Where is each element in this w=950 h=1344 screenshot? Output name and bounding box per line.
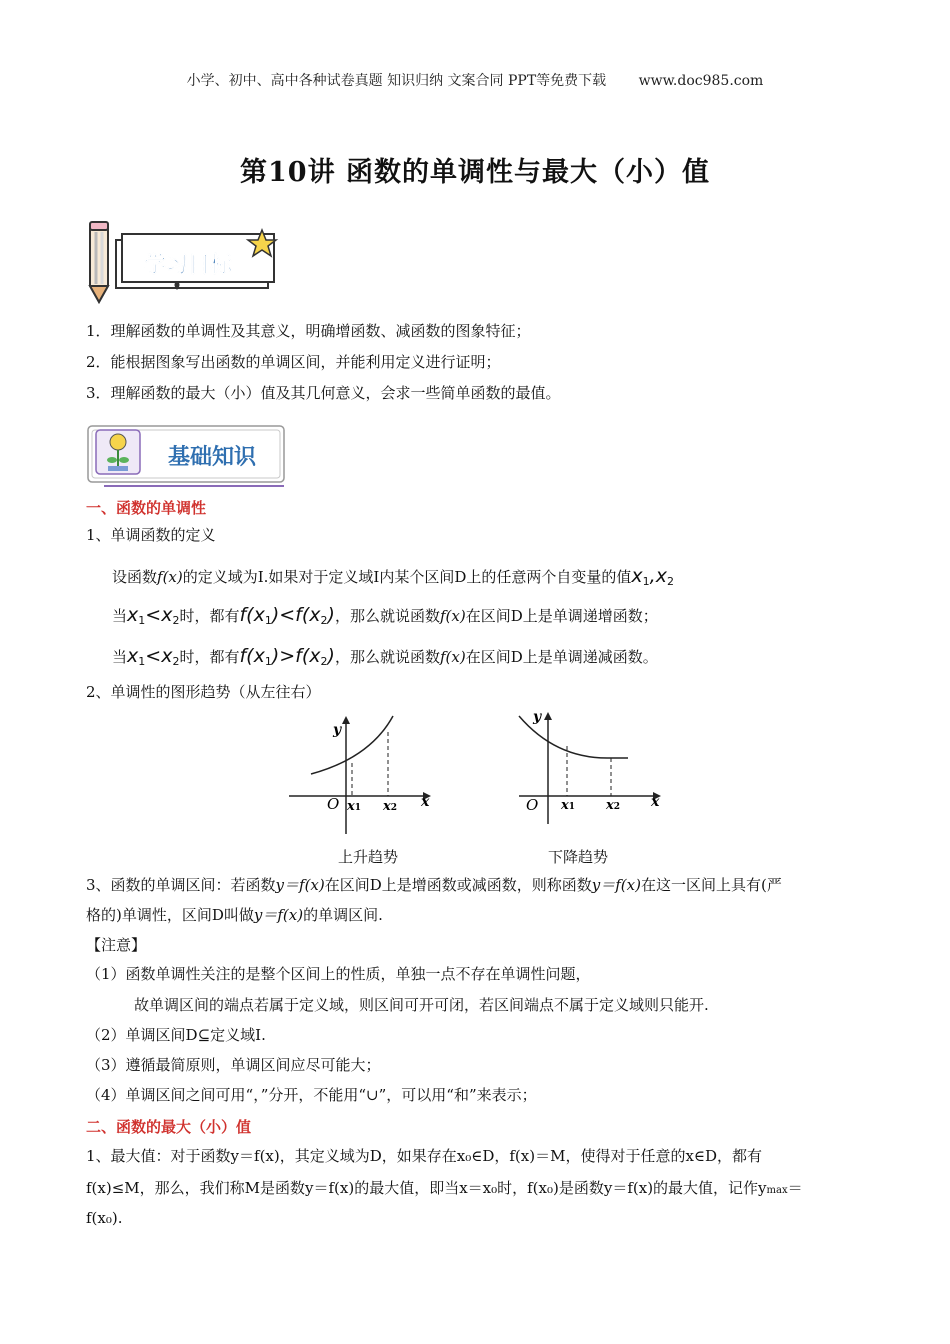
x2-label: x2 [606, 798, 621, 813]
basics-badge-label: 基础知识 [167, 445, 257, 470]
goals-badge [82, 218, 282, 306]
x-label: x [651, 794, 660, 810]
basics-badge [84, 420, 294, 490]
goal-3: 3．理解函数的最大（小）值及其几何意义，会求一些简单函数的最值。 [86, 384, 561, 402]
note-3: （3）遵循最简原则，单调区间应尽可能大； [86, 1056, 381, 1074]
subsection-2-title: 2、单调性的图形趋势（从左往右） [86, 683, 321, 701]
decreasing-condition: 当$x_1<x_2$时，都有$f(x_1)>f(x_2)$，那么就说函数f(x)在区间D上是单调递减函数。 [112, 645, 658, 668]
page-header [0, 70, 950, 90]
origin-label: O [327, 795, 340, 813]
increasing-caption: 上升趋势 [338, 848, 399, 866]
lightbulb-icon [96, 430, 140, 474]
x1-label: x1 [347, 799, 362, 814]
max-value-line-3: f(x₀). [86, 1209, 123, 1227]
section-1-heading: 一、函数的单调性 [86, 499, 207, 517]
decreasing-trend-graph [515, 706, 665, 831]
y-label: y [533, 709, 542, 725]
goal-2: 2．能根据图象写出函数的单调区间，并能利用定义进行证明； [86, 353, 501, 371]
definition-line: 设函数f(x)的定义域为I.如果对于定义域I内某个区间D上的任意两个自变量的值$x_1,x_2$ [112, 565, 674, 588]
section-2-heading: 二、函数的最大（小）值 [86, 1118, 252, 1136]
decreasing-caption: 下降趋势 [548, 848, 609, 866]
goal-1: 1．理解函数的单调性及其意义，明确增函数、减函数的图象特征； [86, 322, 531, 340]
note-title: 【注意】 [86, 936, 147, 954]
goals-badge-label: 学习目标 [143, 253, 233, 278]
increasing-condition: 当$x_1<x_2$时，都有$f(x_1)<f(x_2)$，那么就说函数f(x)在区间D上是单调递增函数； [112, 604, 658, 627]
header-url[interactable]: www.doc985.com [638, 73, 764, 89]
x-label: x [421, 794, 430, 810]
x1-label: x1 [561, 798, 576, 813]
note-1: （1）函数单调性关注的是整个区间上的性质，单独一点不存在单调性问题， [86, 965, 591, 983]
pencil-icon [90, 222, 108, 302]
note-1b: 故单调区间的端点若属于定义域，则区间可开可闭，若区间端点不属于定义域则只能开. [134, 996, 709, 1014]
monotonic-interval-line-1: 3、函数的单调区间：若函数y＝f(x)在区间D上是增函数或减函数，则称函数y＝f(x)在这一区间上具有(严 [86, 876, 782, 894]
monotonic-interval-line-2: 格的)单调性，区间D叫做y＝f(x)的单调区间. [86, 906, 383, 924]
max-value-line-1: 1、最大值：对于函数y＝f(x)，其定义域为D，如果存在x₀∈D，f(x)＝M，使得对于任意的x∈D，都有 [86, 1147, 763, 1165]
y-label: y [333, 722, 342, 738]
origin-label: O [526, 796, 539, 814]
subsection-1-title: 1、单调函数的定义 [86, 526, 216, 544]
note-4: （4）单调区间之间可用“，”分开，不能用“∪”，可以用“和”来表示； [86, 1086, 537, 1104]
note-2: （2）单调区间D⊆定义域I. [86, 1026, 266, 1044]
max-value-line-2: f(x)≤M，那么，我们称M是函数y＝f(x)的最大值，即当x＝x₀时，f(x₀)是函数y＝f(x)的最大值，记作ymax＝ [86, 1179, 803, 1197]
header-text: 小学、初中、高中各种试卷真题 知识归纳 文案合同 PPT等免费下载 [186, 73, 607, 89]
page-title: 第10讲 函数的单调性与最大（小）值 [240, 157, 710, 188]
increasing-trend-graph [285, 712, 435, 837]
x2-label: x2 [383, 799, 398, 814]
